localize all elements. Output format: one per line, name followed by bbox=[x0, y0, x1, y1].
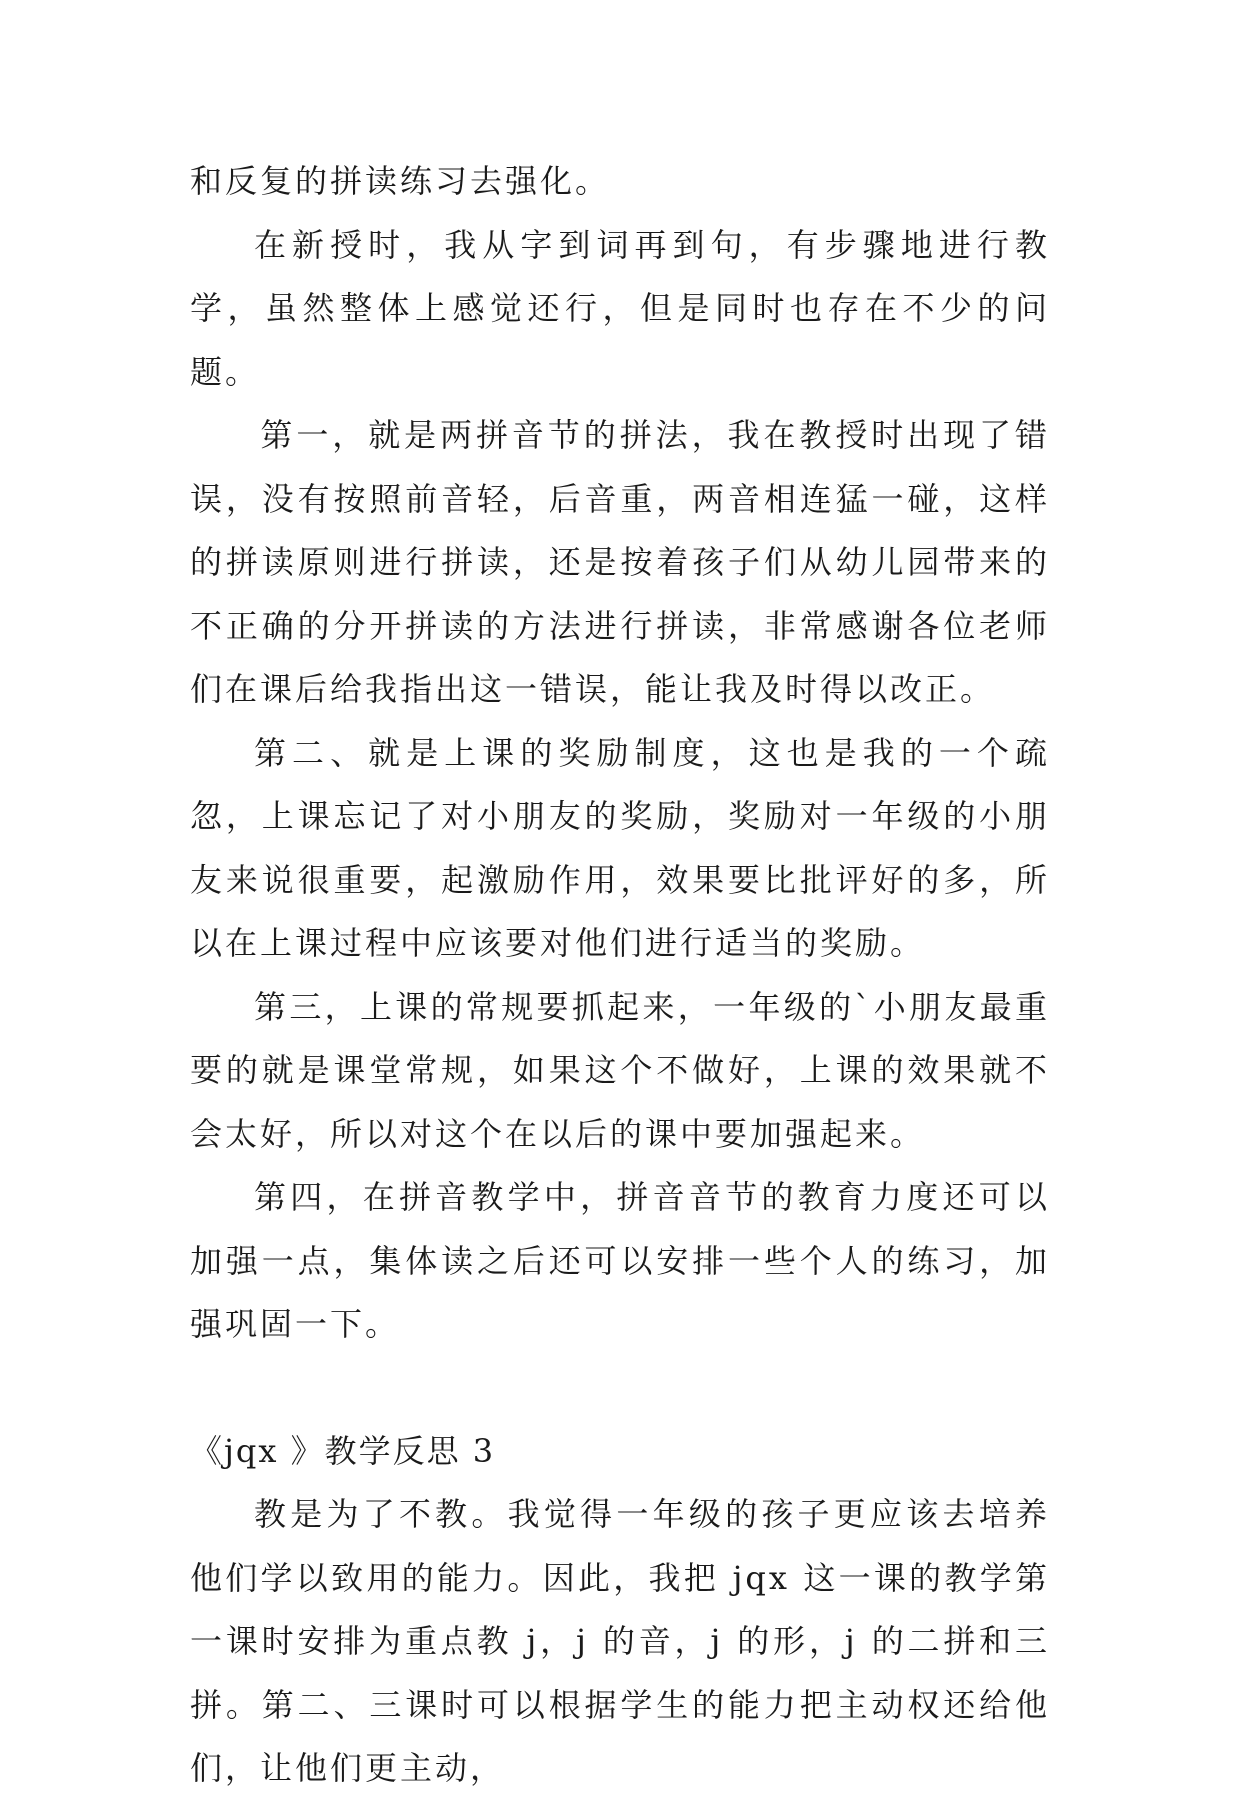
paragraph-section-body: 教是为了不教。我觉得一年级的孩子更应该去培养他们学以致用的能力。因此，我把 jqx 这一课的教学第一课时安排为重点教 j，j 的音，j 的形，j 的二拼和三拼。第二、三课时可以根据学生的能力把主动权还给他们，让他们更主动， bbox=[190, 1495, 1050, 1787]
paragraph-fourth-issue: 第四，在拼音教学中，拼音音节的教育力度还可以加强一点，集体读之后还可以安排一些个人的练习，加强巩固一下。 bbox=[190, 1178, 1050, 1343]
paragraph-second-issue: 第二、就是上课的奖励制度，这也是我的一个疏忽，上课忘记了对小朋友的奖励，奖励对一年级的小朋友来说很重要，起激励作用，效果要比批评好的多，所以在上课过程中应该要对他们进行适当的奖励。 bbox=[190, 733, 1050, 962]
document-body bbox=[190, 150, 1050, 1801]
paragraph-third-issue: 第三，上课的常规要抓起来，一年级的`小朋友最重要的就是课堂常规，如果这个不做好，上课的效果就不会太好，所以对这个在以后的课中要加强起来。 bbox=[190, 987, 1050, 1153]
paragraph-new-teaching: 在新授时，我从字到词再到句，有步骤地进行教学，虽然整体上感觉还行，但是同时也存在不少的问题。 bbox=[190, 225, 1050, 391]
paragraph-continuation: 和反复的拼读练习去强化。 bbox=[190, 162, 611, 200]
paragraph-first-issue: 第一，就是两拼音节的拼法，我在教授时出现了错误，没有按照前音轻，后音重，两音相连猛一碰，这样的拼读原则进行拼读，还是按着孩子们从幼儿园带来的不正确的分开拼读的方法进行拼读，非常感谢各位老师们在课后给我指出这一错误，能让我及时得以改正。 bbox=[190, 416, 1050, 708]
section-heading: 《jqx 》教学反思 3 bbox=[190, 1431, 496, 1470]
